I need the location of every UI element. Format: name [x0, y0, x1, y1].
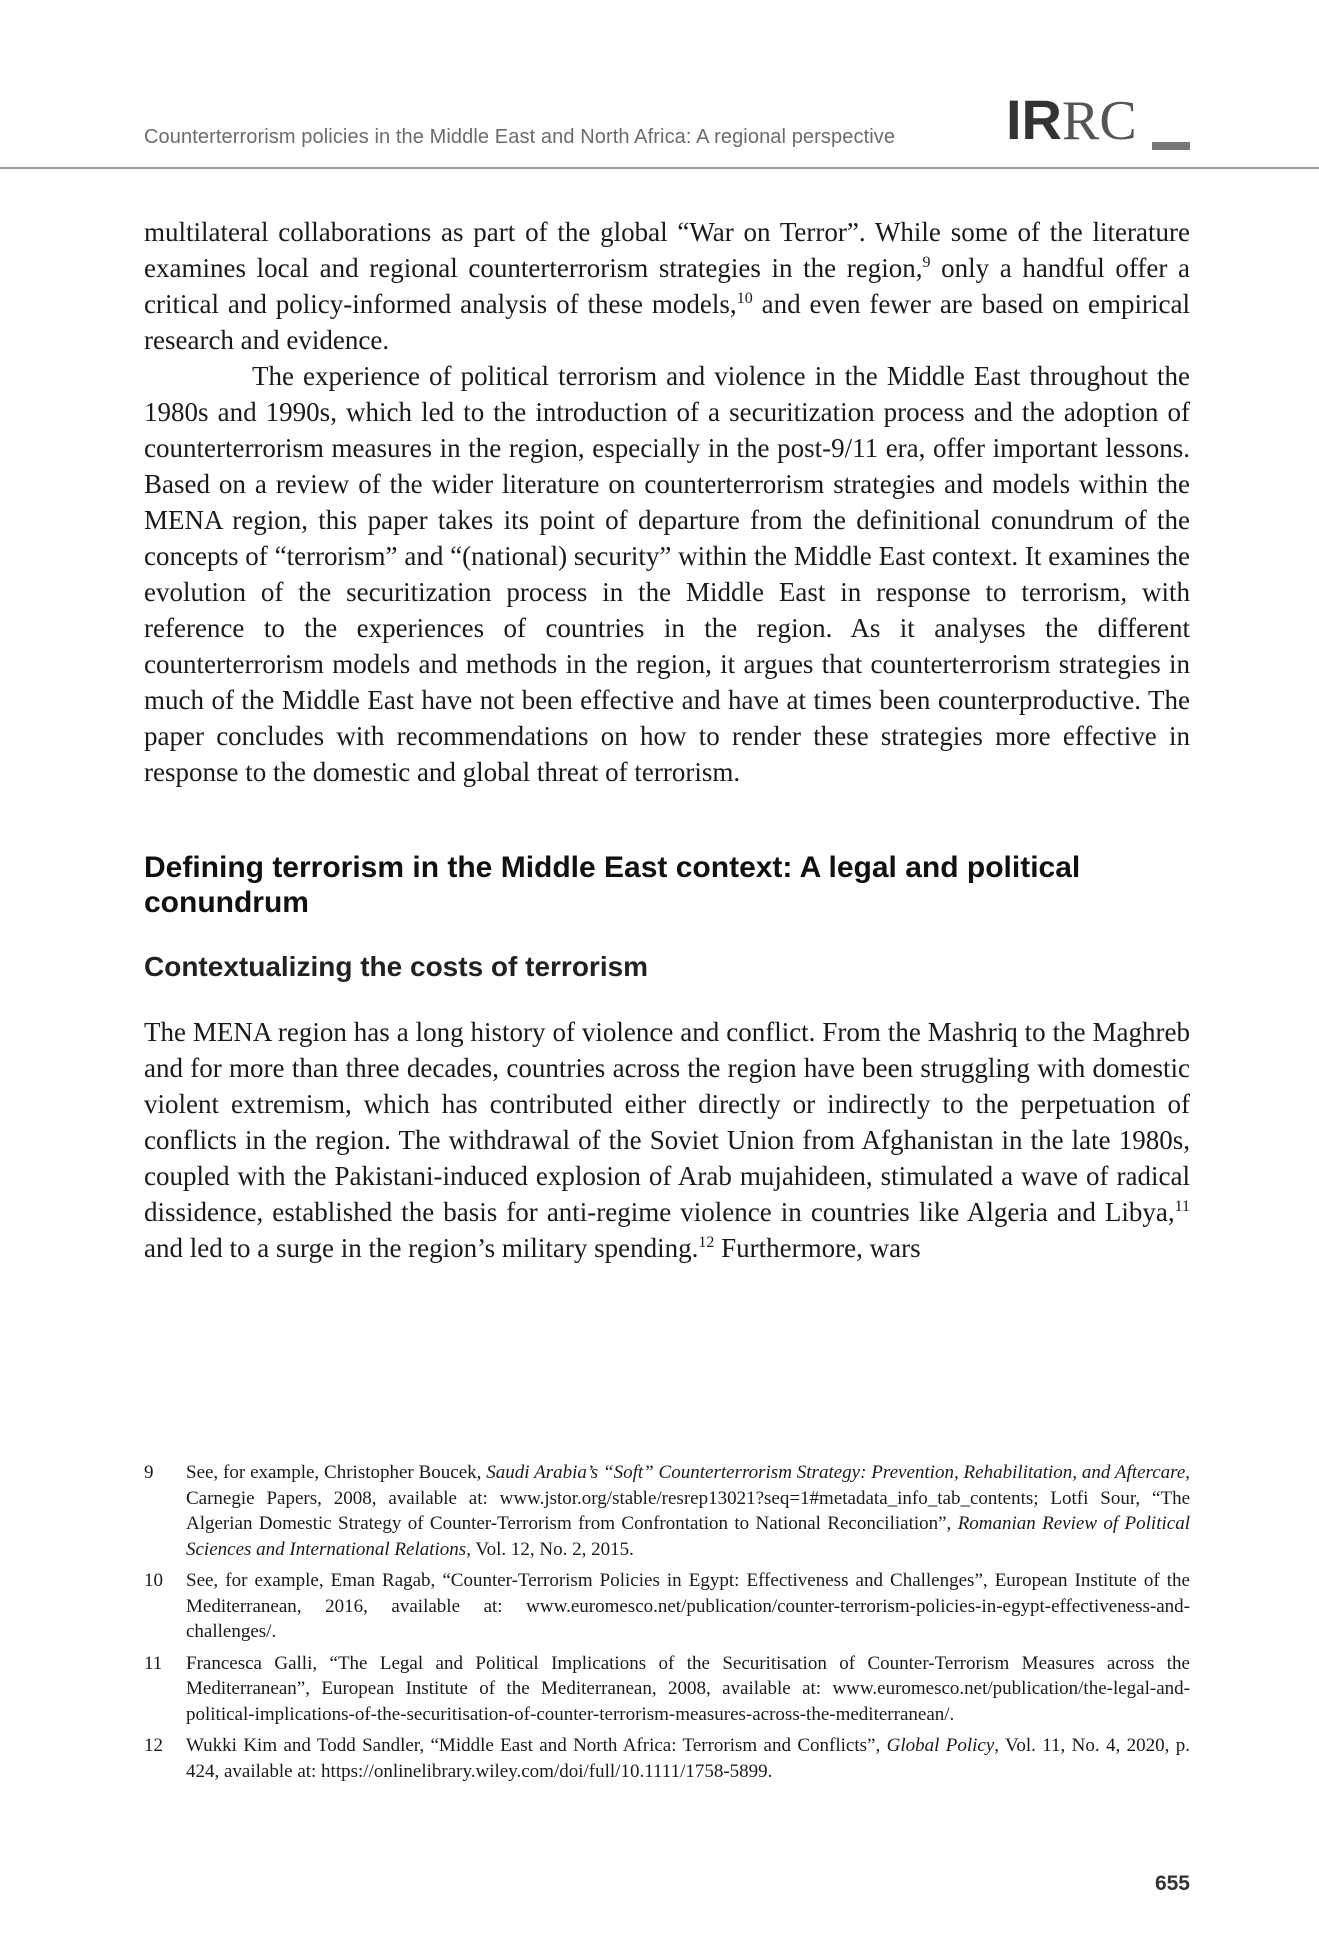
header-rule: [0, 167, 1319, 169]
footnote-text-part: , Vol. 12, No. 2, 2015.: [466, 1538, 634, 1560]
running-title: Counterterrorism policies in the Middle East and North Africa: A regional perspective: [144, 126, 896, 148]
footnote-text-part: , Carnegie Papers, 2008, available at: www.jstor.org/stable/resrep13021?seq=1#metadata_info_tab_contents; Lotfi Sour, “The Algerian Domestic Strategy of Counter-Terrorism from Confrontation to National Reconciliation”,: [186, 1462, 1191, 1534]
paragraph-text: only a handful offer a critical and policy-informed analysis of these models,: [144, 253, 1190, 319]
logo-regular-letters: RC: [1062, 90, 1137, 152]
footnote-9: [144, 1460, 1190, 1562]
footnote-text-part: See, for example, Christopher Boucek,: [186, 1462, 487, 1483]
journal-logo: [1006, 90, 1137, 150]
footnote-text: Francesca Galli, “The Legal and Political Implications of the Securitisation of Counter-Terrorism Measures across the Mediterranean”, European Institute of the Mediterranean, 2008, available at: www.euromesco.net/publication/the-legal-and-political-implications-of-the-securitisation-of-counter-terrorism-measures-across-the-mediterranean/.: [186, 1652, 1190, 1725]
subsection-heading: Contextualizing the costs of terrorism: [144, 951, 649, 982]
footnote-number: 10: [144, 1570, 163, 1591]
footnote-text: [186, 1733, 1190, 1784]
footnote-italic-title: Saudi Arabia’s “Soft” Counterterrorism Strategy: Prevention, Rehabilitation, and Aftercare: [486, 1462, 1186, 1483]
paragraph-continued: [144, 214, 1190, 358]
logo-bold-letters: IR: [1006, 88, 1062, 151]
footnote-text: See, for example, Eman Ragab, “Counter-Terrorism Policies in Egypt: Effectiveness and Challenges”, European Institute of the Mediterranean, 2016, available at: www.euromesco.net/publication/counter-terrorism-policies-in-egypt-effectiveness-and-challenges/.: [186, 1570, 1190, 1642]
footnote-italic-title: Global Policy: [886, 1735, 995, 1756]
logo-underscore-bar: [1152, 142, 1190, 150]
paragraph-mena: [144, 1014, 1190, 1266]
page-number: 655: [1154, 1872, 1190, 1895]
footnote-number: 9: [144, 1462, 154, 1483]
footnote-number: 11: [144, 1652, 163, 1674]
footnote-ref-11[interactable]: 11: [1174, 1198, 1190, 1215]
footnote-12: [144, 1733, 1190, 1784]
footnote-italic-title: Romanian Review of Political Sciences and International Relations: [186, 1513, 1190, 1560]
paragraph-text: and even fewer are based on empirical research and evidence.: [144, 289, 1190, 355]
paragraph-text: and led to a surge in the region’s military spending.: [144, 1233, 699, 1263]
page-header: [0, 0, 1319, 170]
footnote-ref-9[interactable]: 9: [922, 254, 931, 271]
section-heading: Defining terrorism in the Middle East context: A legal and political conundrum: [144, 851, 1081, 919]
footnote-text-part: , Vol. 11, No. 4, 2020, p. 424, available at: https://onlinelibrary.wiley.com/doi/full/10.1111/1758-5899.: [186, 1735, 1190, 1782]
footnote-11: [144, 1651, 1190, 1728]
footnote-number: 12: [144, 1735, 163, 1756]
footnotes: [144, 1460, 1190, 1790]
footnote-text-part: Wukki Kim and Todd Sandler, “Middle East and North Africa: Terrorism and Conflicts”,: [186, 1735, 887, 1756]
footnote-text: [186, 1460, 1190, 1562]
main-text: [144, 214, 1190, 1266]
paragraph-intro: The experience of political terrorism and violence in the Middle East throughout the 1980s and 1990s, which led to the introduction of a securitization process and the adoption of counterterrorism measures in the region, especially in the post-9/11 era, offer important lessons. Based on a review of the wider literature on counterterrorism strategies and models within the MENA region, this paper takes its point of departure from the definitional conundrum of the concepts of “terrorism” and “(national) security” within the Middle East context. It examines the evolution of the securitization process in the Middle East in response to terrorism, with reference to the experiences of countries in the region. As it analyses the different counterterrorism models and methods in the region, it argues that counterterrorism strategies in much of the Middle East have not been effective and have at times been counterproductive. The paper concludes with recommendations on how to render these strategies more effective in response to the domestic and global threat of terrorism.: [144, 361, 1190, 787]
paragraph-text: Furthermore, wars: [714, 1233, 921, 1263]
footnote-ref-12[interactable]: 12: [698, 1234, 715, 1251]
paragraph-text: multilateral collaborations as part of the global “War on Terror”. While some of the literature examines local and regional counterterrorism strategies in the region,: [144, 217, 1190, 283]
paragraph-text: The MENA region has a long history of violence and conflict. From the Mashriq to the Maghreb and for more than three decades, countries across the region have been struggling with domestic violent extremism, which has contributed either directly or indirectly to the perpetuation of conflicts in the region. The withdrawal of the Soviet Union from Afghanistan in the late 1980s, coupled with the Pakistani-induced explosion of Arab mujahideen, stimulated a wave of radical dissidence, established the basis for anti-regime violence in countries like Algeria and Libya,: [144, 1017, 1190, 1227]
footnote-10: [144, 1568, 1190, 1645]
footnote-ref-10[interactable]: 10: [736, 290, 753, 307]
